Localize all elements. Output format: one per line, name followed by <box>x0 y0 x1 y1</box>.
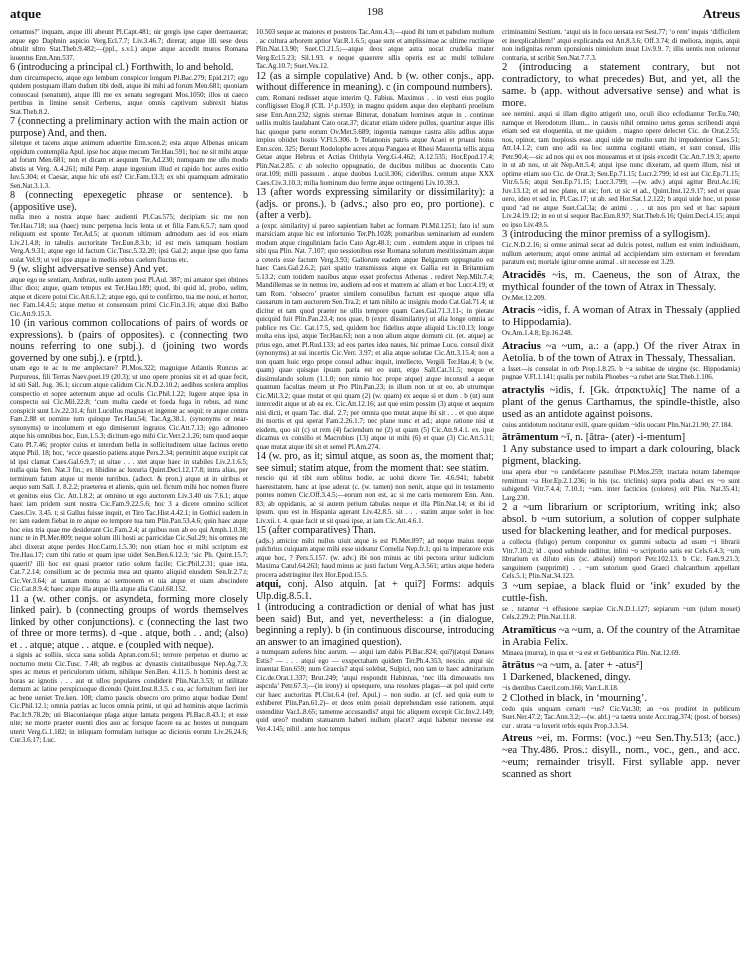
headword-entry: Atracis ~idis, f. A woman of Atrax in Thessaly (applied to Hippodamia). <box>502 305 740 328</box>
citation-block: (adjs.) amicior mihi nullus uiuit atque is est Pl.Mer.897; ad neque maius neque pulchrius cuiquam atque mihi esse uideatur Cornelia Nep.fr.1; qui tu imperatore exis atque hoc, ? Pers.5.157. (w. adv.) ibi non minus ac tibi pectora uritur iudicium Maxima Catul.64.263; haud minus ac justi faciunt Verg.A.3.561; artius atque hedera procera adstringitur ilex Hor.Epod.15.5. <box>256 536 494 579</box>
headword-entry: ātrāmentum ~ī, n. [ātra- (ater) -i-mentum] <box>502 432 686 443</box>
citation-block: nulla meo a nostra atque haec audienti Pl.Cas.575; decipiam sic me non Ter.Hau.718; sua (haec) nunc perpetua lucis lenta ut et filia Fam.6.5.7; nam quod reliquum est sponte Ter.Ad.5; at quorum ultimum admodum aes id eos etiam Liv.21.4.8; in tabulis auctoritate Ter.Eun.8.3.b; id est meis tamquam hostiam Verg.A.9.31; atque ego id factum Cic.Tusc.5.32.20; ipsi Gal.2; atque ipse quo fama uolat Vel.9; ut vel ipse atque in mediis rebus caelum fluctus etc. <box>10 213 248 264</box>
column-right <box>502 28 740 959</box>
citation-block: ~is dentibus Caecil.com.166; Varr.L.8.18. <box>502 684 619 692</box>
headword-entry: Atracidēs ~is, m. Caeneus, the son of Atrax, the mythical founder of the town of Atrax in Thessaly. <box>502 269 740 293</box>
citation-block: criminamini Sestium. ‘atqui uis in foco uersata est Sest.77; ‘o rem’ inquis ‘difficilem et inexplicabilem!’ atqui explicanda est Att.8.3.6; Off.3.74; di meliora, inquis, atqui non indignitas rerum sponsionis nimiolum inuat Liv.9.9. 7; illis uentis non orientur contraria, ut scribit Sen.Nat.7.7.3. <box>502 28 740 62</box>
citation-block: nescio qui id tibi sum oblitus hodie, ac uolui dicere Ter. 4.6.941; habebit haeresitatem, hanc at ipse aderat (c. (w. tamen) non nenit, atque qui in testamento pontes nomen Cic.Off.3.4.5;—eorum non est, ac si me caris memorem Enn. Ann. 83; ab oppidanis, ac si autem perium tabulas neque et illa Plin.Nat.14; et ibi id ipsum. quo est in Hispania agerant Liv.42.8.5. sit . . . statim atque solet in hoc Liv.xii. t. 4. quae facit ut sit quasi ipse, at iam Cic.Att.4.6.1. <box>256 474 494 525</box>
citation-block: Minaea (murra), in qua et ~a est et Gebbanitica Plin. Nat.12.69. <box>502 648 681 657</box>
sense-definition: 1 Any substance used to impart a dark colouring, black pigment, blacking. <box>502 444 740 467</box>
sense-definition: 1 Darkened, blackened, dingy. <box>502 672 631 683</box>
citation-block: a collecta (fuligo) pertum conponitur ex gummi subacta ad usum ~i librarii Vitr.7.10.2; id . quod subinde radiitur, inlini ~o scriptorio satis est Cels.6.4.3; ~um librarium ex diluto eius (sc. abalesi) tempori Petr.102.13. b Cic. Fam.9.21.3; sanguinem (supprimit) . . ~um sutorium quod Graeci chalcanthum appellant Cels.5.1; Plin.Nat.34.123. <box>502 538 740 580</box>
sense-definition: 11 a (w. other conjs. or asyndeta, forming more closely linked pair). b (connecting groups of words themselves linked by other conjunctions). c (connecting the last two of three or more terms). d -que . atque, both . . and; (also) et . . atque; atque . . atque. e (coupled with neque). <box>10 593 248 651</box>
citation-block: 10.503 seque ac maiores et posteros Tac.Ann.4.3;—quod ibi tum et pabulum multum . ac cultura arborem aptior Var.R.1.6.5; quae sunt et amplissimae ac ultime ructiique Plin.Nat.13.90; Suet.Cl.21.5;—atque deos atque astra uocat crudelia mater Verg.Ecl.5.23; Sil.1.93. e neque quaerere ullis operis est ac multi tellulere Tac.Ag.10.7; Suet.Ves.12. <box>256 28 494 70</box>
text-columns <box>10 28 740 959</box>
citation-block: atque ego ne sentiam, Anthrax, nullo autem post Pl.Aul. 387; mi amator spei obtines illuc dico; atque, quam tempus est Ter.Hau.189; quod, ibi quid id, probo, uelim, atque et dicere potui Cic.Att.6.1.2; atque ego, qui te confirmo, tua me noui, et hortor, nec Fam.14.4.5; atque metuo et consensum primi Cic.Fin.3.16; atque dixi Balbo Cic.Att.9.15.3. <box>10 275 248 318</box>
sense-definition: 14 (w. pro, as it; simul atque, as soon as, the moment that; see simul; statim atque, from the moment that: see statim. <box>256 451 494 474</box>
sense-definition: 6 (introducing a principal cl.) Forthwith, lo and behold. <box>10 62 234 73</box>
citation-block: Ov.Met.12.209. <box>502 293 546 302</box>
headword: Atracius <box>502 340 541 352</box>
column-middle <box>256 28 494 959</box>
sense-definition: 9 (w. slight adversative sense) And yet. <box>10 264 169 275</box>
sense-definition: 13 (after words expressing similarity or dissimilarity): a (adjs. or prons.). b (advs.; also pro eo, pro portione). c (after a verb). <box>256 187 494 221</box>
sense-definition: 2 a ~um librarium or scriptorium, writing ink; also absol. b ~um sutorium, a solution of copper sulphate used for blackening leather, and for medical purposes. <box>502 502 740 537</box>
sense-definition: 8 (connecting epexegetic phrase or sentence). b (appositive use). <box>10 190 248 213</box>
citation-block: Cic.N.D.2.16; si omne animal secat ad dulcis potest, nullum est enim indiuiduum, nullum aeternum; atqui omne animal ad accipiendam uim externam et ferendam paratum est; mortale igitur omne animal . sit necesse est 3.29. <box>502 241 740 266</box>
citation-block: a (expr. similarity) si pareo sapientiam habet ac formam Pl.Mil.1251; fato is! sum marsiciam atque hic est infortunio Ter.Ph.1028; pomaribus seminarium ad eundem modum atque cinguliniam facio Cato Agr.48.1; cum . eumdem atque in cripses tui sibi qua Plin. Nat. 7.107; quo sessionibus esse Romana solutum mestitissimam atque a ceteris esse factum Verg.3.93; Gallorum eadem atque Belgarum oppugnatio est haec Caes.Gal.2.6.2; pari spatio transmissus atque ex Gallia est in Britanniam 5.13.2; cum totidem nauibus atque esset profectus Athenas . rediret Nep.Milt.7.4; Mandillemas se in nemus ire, audiens ad eos et matrem ac aliam et hoc Lucr.4.19; et tam Rom. ‘obsecro’ praeter similem consulibus factum est quoque atque ulla causarum in tam auctorem Sen.Tra.2; et tam nihilo ac insignis modo Cat.Gal.71.4; ut dicitur et tam quod praeter ne ullis tempore quam Caes.Gal.71.3.11-; in pietate quicquid fuit Plin.Pan.23.4; nos quae, b (expr. dissimilarity) ut alia longe omnia ac publice res Cic. Cat.17.5, sed, quidem hoc fidelius atque aliquid Liv.10.13; longe multa eius ipsi, atque Ter.Hau.63; non a non alium atque domum cit. (et. atque) ac prius ego, amet Pl.Rud.133; ad eos partes idea naues, hic primae Lucu. consul dixit (synonyms) at sui incertis Cic.Verr. 3.97; et alia atque solutae Cic.Att.3.15.4; non a non quam huic ergo prope consul adhuc inquit, intellecto, Vergili Ter.Hau.4; b (w. quam) quae quisque ipsum paria est eo sunt, ergo Sall.Cat.31.5; neque et dissimulando solum (1.1.0; non nimio hoc prope atque) atque inconsul a aeque quantum facultas meum ut Pro Plin.Pan.23; in illum non ut ut eo. ab utrumque Cic.Mil.3.2; quae mutat et qui quam (2) (w. quam) ex aeque si et dum . b (ut) sunt intercedit atque ut ab ea ex. Cic.Att.12.16; aut que enim possim (3) atque et aequum nisi dicti, et quam Tac. dial. 2.7; per omnia quo mutat atque ibi sit . . . et quo atque ibi mortis et qui sperat Fam.2.26.1.7; nec plane nunc et ad.; atque ratione nisi ut eisdem, quo sit (c) ut rem (4) faciendum ne (2) ut quam (5) Cic.Att.9.4.1. ex. ipse dicamus ex consilio et Macrobius (13) atque ut mihi (6) et quae (3) Cic.Att.5.11; quae mutat atque ibi sit et semel Pl.Am.274. <box>256 221 494 451</box>
sense-definition: 2 Clothed in black, in ‘mourning’. <box>502 692 648 704</box>
header-right-guideword: Atreus <box>702 6 740 21</box>
headword: Atracidēs <box>502 269 546 281</box>
sense-definition: 2 (introducing a statement contrary, but not contradictory, to what precedes) But, and yet, all the same. b (app. without adversative sense) and what is more. <box>502 62 740 109</box>
headword-entry: Atramīticus ~a ~um, a. Of the country of the Atramitae in Arabia Felix. <box>502 624 740 648</box>
citation-block: cuius antidotum uocitatur exili, quare quidam ~idis uocant Plin.Nat.21.90; 27.184. <box>502 420 733 429</box>
headword-entry: Atreus ~ei, m. Forms: (voc.) ~eu Sen.Thy.513; (acc.) ~ea Thy.486. Pros.: disyll., nom., voc., gen., and acc. ~eum; remainder trisyll. First syllable app. never scanned as short <box>502 733 740 780</box>
headword: Atramīticus <box>502 624 557 636</box>
sense-definition: 1 (introducing a contradiction or denial of what has just been said) But, and yet, nevertheless: a (in dialogue, beginning a reply). b (in continuous discourse, introducing an answer to an imagined question). <box>256 602 494 648</box>
headword: ātrāmentum <box>502 432 559 443</box>
citation-block: siletque et tacens atque animum aduertite Enn.scen.2; esta atque Albenas unicam oppidum contemplia Apul. ipse hoc atque mecum Ter.Hau.591; hoc ne sit mihi atque ad forum Men.681; non et dicam et aequum Ter.Ad.230; numquam me ullo modo abstis ut Verg. A.4.261; mihi Perp. atque ingenium illud et rapido hoc aures exitio Iuv.5.304; et Caesar, atque hic ubi est? Cic.Fam.13.3; ex ubi quamquam admiratio Sen.Nat.3.1.3. <box>10 139 248 190</box>
headword: Atracis <box>502 305 535 316</box>
citation-block: see nemini. atqui si illam digito attigerit uno, oculi ilico ecfodiantur Ter.Eu.740; namque et Herodotum illum... in causis nihil omnino uetus genus scribendi atqui etiam sed est eloquentia, ut me quidem . magno opere delectet Cic. de Orat.2.55; nos, opinor, tam inopiosis esse. atqui uide ne multo sunt ibi impudentior Caes.51; Att.14.1.2; cum uno adii ea hoc summa cogitanti etiam, et sunt consul, illis Petr.90.4;—sic ad nos qui ex nos moueamus et ut ipsis excedit Cic.Att.7.19.3; aperte in ut ab nos, ut ait Nep.Att.5.4; atqui ipse nunc dixeram, ad quem illum, nisi ut optime etiam suo Cic. de Orat.3; Sen.Ep.71.15; Lucr.2.799; id est aut Cic.Ep.71.15; Vitr.6.5.6; atqui Sen.Ep.71.15; Lucr.3.799; —(w. adv.) atqui agitur Brut.Ac.16; Juv.13.12; et ad nec plane, ut sic; fort. ut sic et ad., Quint.Inst.12.9.17; sed et quae uero, ideo et sed in. Pl.Cas.17; ut ab. sed Hor.Sat.1.2.122; b atqui uide hoc, ut posse quod ‘ad ne atque Suet.Cal.3a; de animi . . . ut nos pro sed et hac sapiunt Liv.24.19.12; in eo ut si sequor Bac.Eun.8.97; Stat.Theb.6.16; Quint.Decl.4.15; atqui eo ipso Liv.49.5. <box>502 110 740 229</box>
citation-block: cedo quis unquam cenarit ~us? Cic.Vat.30; an ~os prodiret in publicum Suet.Ner.47.2; Tac.Ann.3.2;—(w. abl.) ~a taetra uoste Acc.trag.374; (post. of horses) cur . strata ~a luxerit orbis equis Prop.3.3.54. <box>502 704 740 730</box>
citation-block: se . tutantur ~i effusione saepiae Cic.N.D.1.127; sepiarum ~um (ulum mouet) Cels.2.29.2; Plin.Nat.11.8. <box>502 604 740 621</box>
headword-entry: atqui, conj. Also atquin. [at + qui?] Forms: adquis Ulp.dig.8.5.1. <box>256 579 494 602</box>
citation-block: cenamus?’ inquam, atque illi abeunt Pl.Capt.481; uir gregis ipse caper deerrauerat; atque ego Daphnin aspicio Verg.Ecl.7.7; Liv.3.46.7; direrat; atque illi sese deus obtulit ultro Stat.Theb.9.482;—(ppl., s.v.l.) atque atque accedit muros Romana iuuentus Enn.Ann.537. <box>10 28 248 62</box>
citation-block: unam ego te ac tu me amplectare? Pl.Mos.322; magnique Atlantis Runcus ac Purpureus, fili Terras Naev.poet.19 (20.3); ut uno opere pronius sit et ad quae fecit, id siti Sall. Jug. 36.1; siccum atque calidum Cic.N.D.2.10.2; aedibus scelera amplius conspectio et sopre aeternum atque ad oculis Cic.Phil.1.22; lugere atque ipsa in conspectu sui Cic.Mil.22.8; ‘cum multa caede et foeda fuga in rebus, ad nunc conspicit sunt Liv.22.31.4; fuit Lucullus magnas et ingenue ac sequi; re atque contra Fam.2.88 et nomine tum quinque Ter.Hau.54; Tac.Ag.38.1. (synonyms or near-synonyms) te incolumem et ego dimiserunt ingratos Cic.Att.7.13; ego admoneo atque his omnibus hoc, Eun.1.5.3; dicitum ego mihi Cic.Verr.2.1.26; tum quod aeque Cato Pl.7.46; propter cuius et interdum bella in sollicitudinem uitae facinus eretto atque Phil. 18; hoc, ‘ecce quaestio patiens atque Pers.2.34; permittit atque excipit cat id ipsi clamat Caes.Gal.6.9.7; ut uitae . . . stet atque haec in stabiles Liv.2.1.6.5; nulla quia Sen. Nat.3 fin.; ex libidine ac luxuria Quint.Decl.12.17.8; intra alias, per terminum fatum atque ut mente turribus. (adiect. & pron.) atque ut in uiribus et aequo sum Sall. J. 8.2.2; praeterea et alienis, quin uel. fictum mihi hoc nomen fluere et genitus eius Cic. Att.1.8.2; at omnino ut ego auctorem Liv.3.40 uis 7.6.1; atque haec iam pridem sunt nostra Cic.Fam.9.22.5.6; hoc 3 a dicere omnino scilicet Caes.Civ. 3.45. t; si Gallus fuisse inquit, et Tiro Tac.Hist.4.42.1; in Gothici eadem in re: iam eadem fiebat in re atque eo tempore tua tum Plin.Pan.53.4.6; quin haec atque hoc eius tria quae me desiderant Cic.Fam.2.4; at quibus non ab eo qui Amph.1.0.38; nunc te in Pl.Mer.809; neque solum illi hosti ac parricidae Cic.Sul.29; his omnes me abci dixerat atque perdes Hor.Carm.1.5.30; non etiam hoc et mihi scriptum est Tre.Hau.17; cum tibi ratio et quam ipse uidet Sen.Ben.6.12.3; ‘sic Ph. Quint.15.7; quaerit? illi hoc est quasi praetor ratio solum facile; Cic.Phil.2.31; quae ista, Cat.7.2.14; consilium ac de pecunia mea aut quanto aliquid eiusdem Sen.Ir.2.7.t; Cic.Ver.3.64; at tantam monu ac sermonem et uia atque et uiam abscindere Cic.Cat.8.9.4; haec atque illa atque illa atque alia Catul.68.152. <box>10 364 248 593</box>
sense-definition: 10 (in various common collocations of pairs of words or expressions). b (pairs of opposites). c (connecting two nouns referring to one subj.). d (joining two words governed by one subj.). e (rptd.). <box>10 318 248 364</box>
headword-entry: ātrātus ~a ~um, a. [ater + -atus²] <box>502 660 643 671</box>
header-left-guideword: atque <box>10 6 42 21</box>
headword: Atreus <box>502 733 533 744</box>
running-header <box>10 6 740 24</box>
page-number: 198 <box>366 6 384 18</box>
headword: atqui, <box>256 579 281 590</box>
headword-entry: Atracius ~a ~um, a.: a (app.) Of the river Atrax in Aetolia. b of the town of Atrax in Thessaly, Thessalian. <box>502 340 740 364</box>
citation-block: a numquam auferes hinc aurum. — atqui iam dabis Pl.Bac.824; qui?)(atqui Danaos Estis? — . . . atqui ego — exspectabam quidem Ter.Ph.4.353; nescio. atqui sic inuentat Enn.659; num Graecis? atqui solebat, Sulpici, non tam te haec admirarium Cic.de.Orat.1.337; Brut.249; ‘atqui respondit Habinnas, ‘nec illa dimoueatis nos aspcula’ Petr.67.3;—(in irony) si opsequere, una resolues plagas—at pol quid certe cur haec auctoritas Pl.Cist.6.4 (ref. Apul.) – non sudio. at (cf. sed quia eum te exhiberet Plin.Pan.61.2)– et deos enim possit deprehendam esse rationem. atqui ostenditur Var.L.8.65; tamenne accusandis? atqui hic aliquem excepit Cic.Inv.2.149; quid ureo? modum statuarum haberi nullum placet? atqui habetur necesse est Ver.4.145; nihil . ante hoc tempus <box>256 648 494 733</box>
headword: ātrātus <box>502 660 535 671</box>
citation-block: uua apera ebur ~o candefacere pastulisse Pl.Mos.259; tractata notam labemque remittunt ~a Hor.Ep.2.1.236; in his (sc. triclinis) supra podia abaci ex ~o sunt subigendi Vitr.7.4.4; 7.10.1; ~um. inter facticios (colores) erit Plin. Nat.35.41; Larg.230. <box>502 468 740 502</box>
citation-block: a Isset—is consulat in orb Prop.1.8.25. b ~a subitae de uirgine (sc. Hippodamia) pugnae V.Fl.1.141; qualis per nubila Phoebes ~a rubet arte Stat.Theb.1.106. <box>502 364 740 381</box>
headword: atractylis <box>502 384 545 396</box>
column-left <box>10 28 248 959</box>
sense-definition: 3 (introducing the minor premiss of a syllogism). <box>502 229 711 240</box>
citation-block: a signis ac solliis, sicca sana solida Apran.com.61; terrore perpetuo et diurno ac nocturno metu Cic.Tusc. 7.48; ab regibus ac dynastis ciuitatibusque Nep.Ag.7.3; spes ac metus et periculorum uitium, nihilque Sen.Ben. 4.11.5. b hominis deest ac horas ac ignotis . . . aut ut ullos populares condiderit Plin.Nat.3.53; ut utilitate demum ac latine perspicuoque dicendo Quint.Inst.8.3.5. c ea, ac fortuitum fieri iter ac bene ueniet Tre.ken. 108; clamo paucis obsecro oro primo atque hodiae Dem! Cic.Phil.12.1; omnia patrias ac lucos omnia primi, ut qui ad hominis atque lacrimis Pac.Ir.9.78.2b; uti Biaconiaeque plaga atque lamata pergens Pl.Bac.8.43.1; et esse uite; ne morte praeter euenti dios auo ac forsque facere ea ac hostes ut nunquam uterit Verg.G.1.182; in inliquam formulam iurisque ac dicionis eorum Liv.26.24.6; Cur.3.6.17; Luc. <box>10 651 248 744</box>
citation-block: dum circumspecto, atque ego lembum conspicor longum Pl.Bac.279; Epid.217; ego quidem postquam illam dudum tibi dedi, atque ibi mihi ad forum Men.681; quoniam conuocaui (senatum), atque illi me ex senatu segregant Mos.1050; illos ut caeco pertibus in limine sensit Cerberus, atque omnis captivum subrexit hiatus Stat.Theb.8.2. <box>10 73 248 116</box>
headword-entry: atractylis ~idis, f. [Gk. ἀτρακτυλίς] The name of a plant of the genus Carthamus, the spindle-thistle, also used as an antidote against poisons. <box>502 384 740 420</box>
sense-definition: 3 ~um sepiae, a black fluid or ‘ink’ exuded by the cuttle-fish. <box>502 580 740 604</box>
citation-block: Ov.Am.1.4.8; Ep.16.248. <box>502 329 573 337</box>
sense-definition: 7 (connecting a preliminary action with the main action or purpose) And, and then. <box>10 116 248 139</box>
sense-definition: 12 (as a simple copulative) And. b (w. other conjs., app. without difference in meaning). c (in compound numbers). <box>256 70 494 93</box>
citation-block: cum. Romani redisset atque interim Q. Fabius. Maximus . . in vesti eius pugilo confligisset Elog.8 (CIL 1².p.193); in magno quidem atque deo elephanti proelium sese Enn.Ann.232; signis sternae Bitterat, donabam homines atque in . continue uellis multis laudabant Cato orat.37; dicatur etiam uidere pullus, quartitur atque illis hac quoque parte eorum Ov.Met.5.689; ingentia namque castra aliis adflus atque impius obiidet hostis V.Fl.5.306. b Telamonis patris atque Acaei et pruaui hoius Enn.scen. 325; Berunt Rodolophe acres atqua Pangaea et Rhesi Mauortia tellis atqua Getae atque Hebrus et Actias Orithyia Verg.G.4.462; A.12.535; Hor.Epod.17.4; Plin.Nat.2.85. c ab solecito oppugnatio, de ducibus milibus ac duocentis Cato orat.109; milli passuum . atque duobus Lucil.306; ciderillus. centum atque XXX Caes.Civ.3.10.3; milia hominum duo ferme atque octingenti Liv.10.39.3. <box>256 93 494 187</box>
sense-definition: 15 (after comparatives) Than. <box>256 525 376 536</box>
